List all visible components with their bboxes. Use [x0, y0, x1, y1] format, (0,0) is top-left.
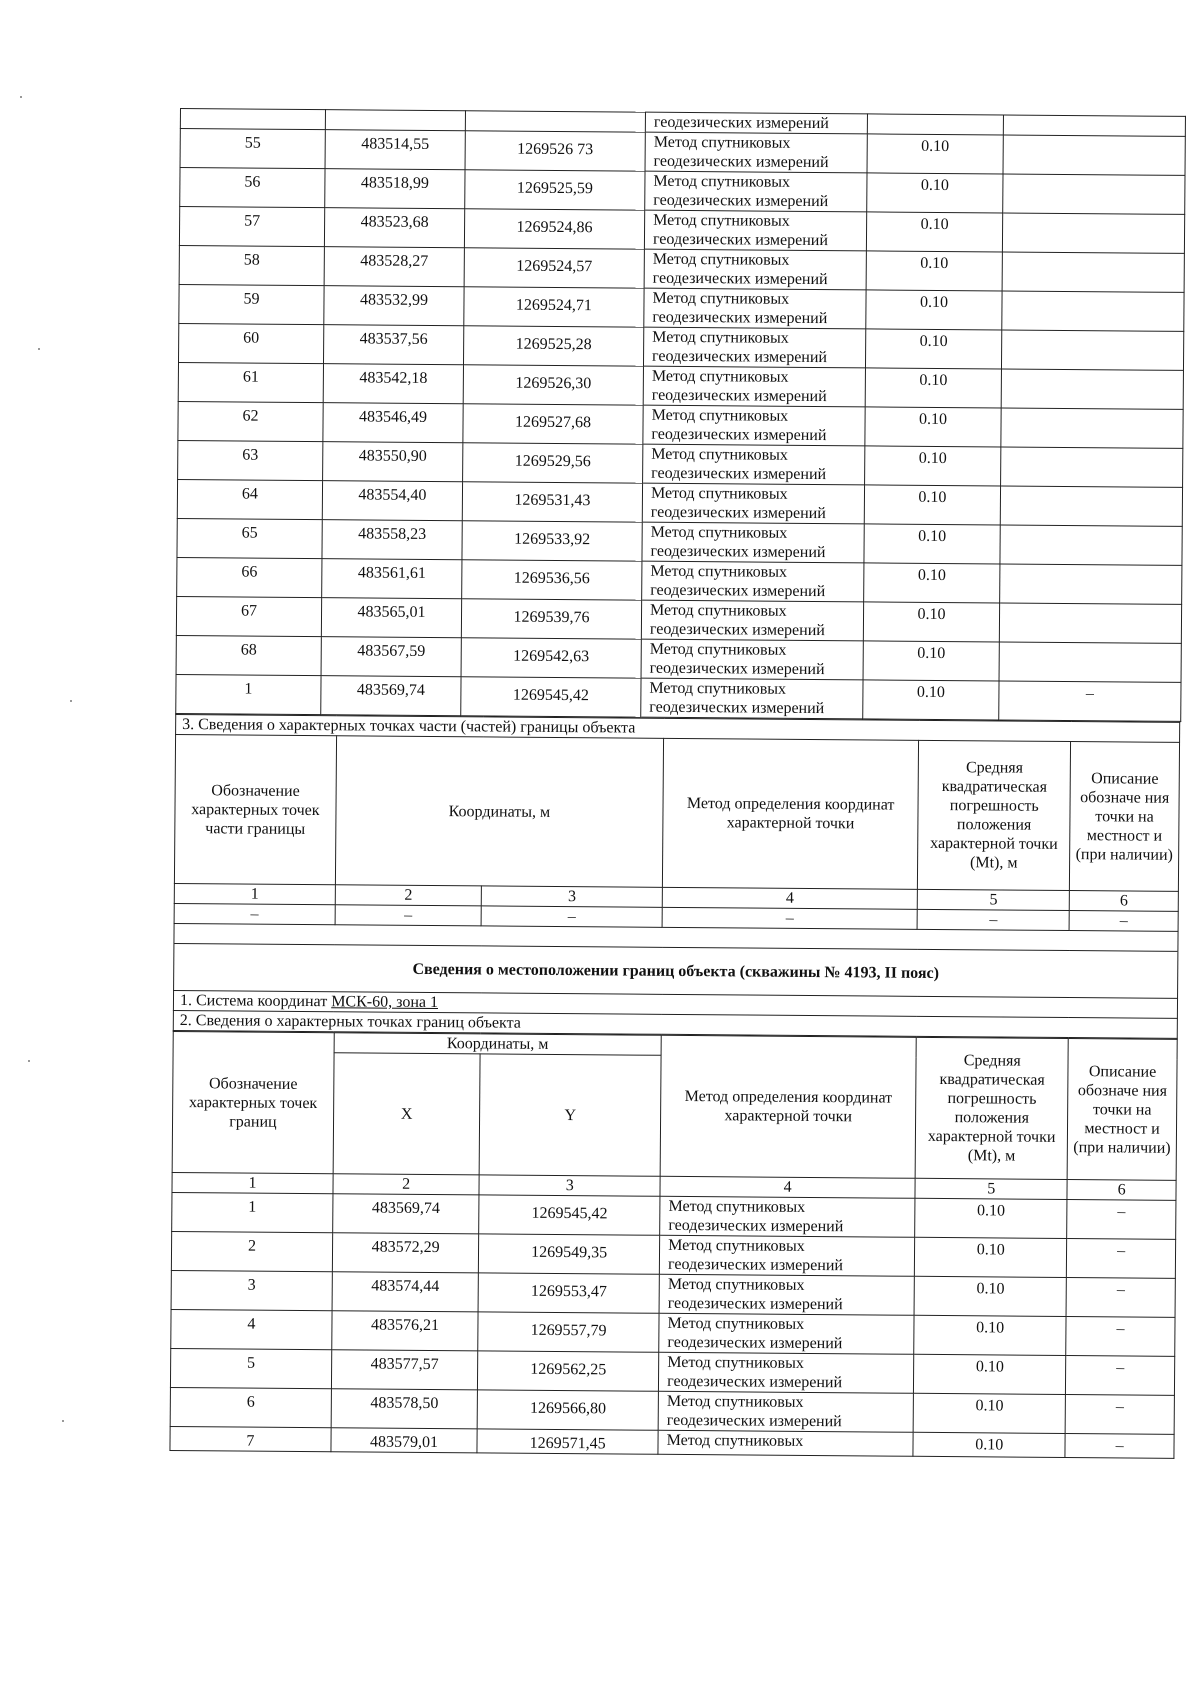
section3-method-header: Метод определения координат характерной точки [662, 738, 918, 889]
method-cell [643, 405, 865, 446]
x-coordinate: 483554,40 [322, 481, 462, 521]
method-cell [660, 1196, 915, 1237]
method-cell [644, 210, 866, 251]
dash-cell: – [481, 906, 662, 927]
coordinates-table [175, 108, 1186, 722]
method-line2: геодезических измерений [649, 620, 825, 640]
dash-cell: – [335, 905, 482, 926]
method-cell [642, 483, 864, 524]
col-number: 5 [915, 1178, 1067, 1199]
y-coordinate: 1269524,57 [464, 248, 644, 288]
section3-header-row [174, 734, 1179, 891]
point-number: 57 [179, 207, 324, 247]
description-value [1002, 213, 1184, 253]
object2-coords-header: Координаты, м [334, 1033, 661, 1056]
dash-cell: – [917, 909, 1069, 930]
description-value [1000, 564, 1182, 604]
y-coordinate: 1269525,59 [465, 170, 645, 210]
method-line2: геодезических измерений [650, 503, 826, 523]
y-coordinate: 1269545,42 [461, 677, 641, 717]
x-coordinate: 483537,56 [323, 325, 463, 365]
method-cell [645, 171, 867, 212]
accuracy-value: 0.10 [866, 251, 1002, 291]
method-line2: геодезических измерений [653, 191, 829, 211]
col-number: 4 [660, 1176, 915, 1198]
point-number: 3 [171, 1270, 332, 1310]
scan-speck [20, 96, 22, 98]
y-header: Y [479, 1054, 661, 1176]
accuracy-value: 0.10 [865, 329, 1001, 369]
point-number: 2 [171, 1231, 332, 1271]
accuracy-value: 0.10 [863, 680, 999, 720]
accuracy-value: 0.10 [914, 1276, 1066, 1316]
col-number: 1 [172, 1172, 333, 1193]
accuracy-value: 0.10 [914, 1315, 1066, 1355]
description-value: – [1066, 1316, 1175, 1356]
col-number: 4 [662, 887, 917, 909]
section3-table [173, 714, 1180, 1039]
y-coordinate: 1269545,42 [479, 1195, 660, 1235]
method-cell [659, 1313, 914, 1354]
method-cell: геодезических измерений [645, 112, 867, 134]
table1-body [176, 109, 1186, 722]
accuracy-value: 0.10 [914, 1354, 1066, 1394]
point-number: 59 [179, 284, 324, 324]
description-value: – [999, 681, 1181, 721]
method-line1: Метод спутниковых [650, 562, 788, 581]
x-coordinate: 483569,74 [321, 676, 461, 716]
col-number: 3 [482, 886, 663, 907]
method-line1: Метод спутниковых [649, 640, 787, 659]
point-number: 1 [176, 674, 321, 714]
point-number: 61 [178, 362, 323, 402]
method-line2: геодезических измерений [649, 659, 825, 679]
y-coordinate: 1269566,80 [477, 1390, 658, 1430]
section3-col1-header: Обозначение характерных точек части границы [174, 734, 336, 884]
x-coordinate: 483567,59 [321, 637, 461, 677]
x-coordinate: 483576,21 [332, 1311, 479, 1351]
y-coordinate: 1269526 73 [465, 131, 645, 171]
y-coordinate: 1269531,43 [462, 482, 642, 522]
x-coordinate: 483550,90 [323, 442, 463, 482]
x-coordinate: 483532,99 [324, 286, 464, 326]
method-line2: геодезических измерений [651, 425, 827, 445]
accuracy-value: 0.10 [864, 563, 1000, 603]
method-line1: Метод спутниковых [650, 484, 788, 503]
col-number: 6 [1067, 1180, 1176, 1201]
method-cell [658, 1391, 913, 1432]
x-coordinate: 483565,01 [321, 598, 461, 638]
y-coordinate: 1269557,79 [478, 1312, 659, 1352]
y-coordinate: 1269525,28 [463, 326, 643, 366]
method-line1: Метод спутниковых [652, 289, 790, 308]
method-cell [659, 1352, 914, 1393]
section3-desc-header: Описание обозначе ния точки на местност и (при наличии) [1070, 742, 1180, 892]
method-cell: Метод спутниковых [658, 1430, 913, 1456]
y-coordinate: 1269529,56 [463, 443, 643, 483]
accuracy-value: 0.10 [915, 1237, 1067, 1277]
x-coordinate: 483558,23 [322, 520, 462, 560]
accuracy-value: 0.10 [913, 1393, 1065, 1433]
method-line2: геодезических измерений [651, 464, 827, 484]
description-value [1002, 252, 1184, 292]
method-line1: Метод спутниковых [651, 406, 789, 425]
x-coordinate: 483518,99 [325, 169, 465, 209]
object2-method-header: Метод определения координат характерной точки [660, 1035, 916, 1178]
method-cell [659, 1274, 914, 1315]
description-value [1001, 369, 1183, 409]
method-line1: Метод спутниковых [668, 1236, 805, 1255]
accuracy-value: 0.10 [866, 212, 1002, 252]
method-cell [641, 639, 863, 680]
method-cell [643, 444, 865, 485]
method-line2: геодезических измерений [652, 230, 829, 250]
method-line2: геодезических измерений [653, 152, 829, 172]
point-number: 66 [177, 557, 322, 597]
y-coordinate: 1269542,63 [461, 638, 641, 678]
accuracy-value: 0.10 [867, 173, 1003, 213]
description-value: – [1067, 1239, 1176, 1279]
x-coordinate: 483523,68 [324, 208, 464, 248]
accuracy-value: 0.10 [865, 407, 1001, 447]
point-number: 60 [179, 323, 324, 363]
point-number: 58 [179, 245, 324, 285]
description-value [1001, 447, 1183, 487]
y-coordinate: 1269539,76 [461, 599, 641, 639]
accuracy-value: 0.10 [915, 1198, 1067, 1238]
method-line1: Метод спутниковых [649, 679, 787, 698]
y-coordinate: 1269526,30 [463, 365, 643, 405]
method-cell [644, 249, 866, 290]
description-value [1001, 330, 1183, 370]
point-number: 5 [170, 1348, 331, 1388]
x-coordinate: 483579,01 [331, 1428, 478, 1453]
object2-col1-header: Обозначение характерных точек границ [172, 1031, 334, 1173]
description-value [1000, 525, 1182, 565]
x-coordinate: 483574,44 [332, 1272, 479, 1312]
description-value: – [1066, 1277, 1175, 1317]
dash-cell: – [662, 907, 917, 929]
y-coordinate: 1269549,35 [479, 1234, 660, 1274]
point-number: 55 [180, 129, 325, 169]
scan-speck [28, 1060, 30, 1062]
method-line2: геодезических измерений [650, 581, 826, 601]
method-line2: геодезических измерений [666, 1411, 842, 1431]
accuracy-value: 0.10 [864, 485, 1000, 525]
method-line1: Метод спутниковых [667, 1275, 805, 1294]
scan-speck [62, 1420, 64, 1422]
y-coordinate: 1269562,25 [478, 1351, 659, 1391]
point-number: 56 [180, 168, 325, 208]
section3-accuracy-header: Средняя квадратическая погрешность положения характерной точки (Mt), м [918, 740, 1071, 890]
point-number: 7 [170, 1426, 331, 1451]
method-line1: Метод спутниковых [650, 523, 788, 542]
method-line1: Метод спутниковых [667, 1353, 804, 1372]
y-coordinate: 1269524,71 [464, 287, 644, 327]
point-number: 68 [176, 635, 321, 675]
method-cell [659, 1235, 914, 1276]
x-coordinate: 483528,27 [324, 247, 464, 287]
description-value [1002, 291, 1184, 331]
method-line2: геодезических измерений [651, 386, 827, 406]
x-header: X [333, 1053, 480, 1175]
dash-cell: – [1069, 911, 1178, 932]
col-number: 6 [1069, 891, 1178, 912]
method-line2: геодезических измерений [667, 1333, 843, 1353]
object2-accuracy-header: Средняя квадратическая погрешность положения характерной точки (Mt), м [915, 1037, 1068, 1179]
dash-cell: – [174, 903, 335, 924]
method-cell [642, 561, 864, 602]
method-cell [643, 327, 865, 368]
accuracy-value: 0.10 [863, 602, 999, 642]
method-cell [641, 600, 863, 641]
x-coordinate: 483577,57 [331, 1350, 478, 1390]
x-coordinate: 483514,55 [325, 130, 465, 170]
method-line2: геодезических измерений [667, 1255, 844, 1275]
y-coordinate: 1269533,92 [462, 521, 642, 561]
object2-body [170, 1192, 1176, 1434]
object-title: Сведения о местоположении границ объекта (скважины № 4193, II пояс) [174, 943, 1178, 998]
method-line2: геодезических измерений [652, 308, 828, 328]
description-value [999, 642, 1181, 682]
scan-speck [38, 348, 40, 350]
description-value [1003, 174, 1185, 214]
method-cell [645, 132, 867, 173]
accuracy-value: 0.10 [865, 368, 1001, 408]
y-coordinate: 1269553,47 [478, 1273, 659, 1313]
section3-coords-header: Координаты, м [335, 736, 663, 888]
point-number: 65 [177, 518, 322, 558]
description-value [1003, 135, 1185, 175]
description-value: – [1065, 1394, 1174, 1434]
method-cell [644, 288, 866, 329]
point-number: 6 [170, 1387, 331, 1427]
point-number: 63 [178, 440, 323, 480]
method-line1: Метод спутниковых [667, 1314, 805, 1333]
point-number: 67 [176, 596, 321, 636]
object2-desc-header: Описание обозначе ния точки на местност и (при наличии) [1067, 1039, 1177, 1181]
col-number: 2 [333, 1174, 480, 1195]
method-line2: геодезических измерений [649, 698, 825, 718]
method-line2: геодезических измерений [667, 1294, 843, 1314]
method-line2: геодезических измерений [652, 269, 828, 289]
description-value: – [1067, 1200, 1176, 1240]
description-value [1001, 408, 1183, 448]
coordinate-system: 1. Система координат МСК-60, зона 1 [173, 990, 1177, 1018]
description-value [999, 603, 1181, 643]
x-coordinate: 483542,18 [323, 364, 463, 404]
method-cell [641, 678, 863, 719]
method-line2: геодезических измерений [651, 347, 828, 367]
description-value: – [1066, 1355, 1175, 1395]
col-number: 2 [335, 885, 482, 906]
scan-speck [70, 700, 72, 702]
x-coordinate: 483561,61 [322, 559, 462, 599]
method-line1: Метод спутниковых [652, 250, 790, 269]
method-line1: Метод спутниковых [653, 172, 791, 191]
accuracy-value: 0.10 [863, 641, 999, 681]
method-line1: Метод спутниковых [668, 1197, 806, 1216]
method-line2: геодезических измерений [667, 1372, 843, 1392]
object2-table [169, 1031, 1177, 1459]
accuracy-value: 0.10 [865, 446, 1001, 486]
y-coordinate: 1269536,56 [462, 560, 642, 600]
col-number: 3 [479, 1175, 660, 1196]
method-line2: геодезических измерений [668, 1216, 844, 1236]
y-coordinate: 1269524,86 [464, 209, 644, 249]
method-line1: Метод спутниковых [651, 367, 789, 386]
section3-heading: 3. Сведения о характерных точках части (частей) границы объекта [176, 714, 1180, 742]
x-coordinate: 483546,49 [323, 403, 463, 443]
method-line1: Метод спутниковых [653, 211, 790, 230]
x-coordinate: 483572,29 [332, 1233, 479, 1273]
accuracy-value: 0.10 [864, 524, 1000, 564]
description-value [1000, 486, 1182, 526]
col-number: 5 [917, 889, 1069, 910]
method-line1: Метод спутниковых [666, 1392, 804, 1411]
method-line2: геодезических измерений [650, 542, 826, 562]
point-number: 1 [172, 1192, 333, 1232]
coordinate-system-value: МСК-60, зона 1 [331, 993, 439, 1012]
method-line1: Метод спутниковых [651, 445, 788, 464]
accuracy-value: 0.10 [867, 134, 1003, 174]
col-number: 1 [174, 883, 335, 904]
method-line1: Метод спутниковых [650, 601, 787, 620]
x-coordinate: 483569,74 [333, 1194, 480, 1234]
accuracy-value: 0.10 [913, 1432, 1065, 1457]
description-value: – [1065, 1433, 1174, 1458]
method-cell [643, 366, 865, 407]
accuracy-value: 0.10 [866, 290, 1002, 330]
point-number: 62 [178, 401, 323, 441]
x-coordinate: 483578,50 [331, 1389, 478, 1429]
method-cell [642, 522, 864, 563]
document-sheet [169, 108, 1185, 1459]
method-line1: Метод спутниковых [652, 328, 789, 347]
method-line1: Метод спутниковых [653, 133, 791, 152]
point-number: 4 [171, 1309, 332, 1349]
y-coordinate: 1269527,68 [463, 404, 643, 444]
point-number: 64 [177, 479, 322, 519]
points-heading: 2. Сведения о характерных точках границ объекта [173, 1010, 1177, 1038]
y-coordinate: 1269571,45 [477, 1429, 658, 1454]
